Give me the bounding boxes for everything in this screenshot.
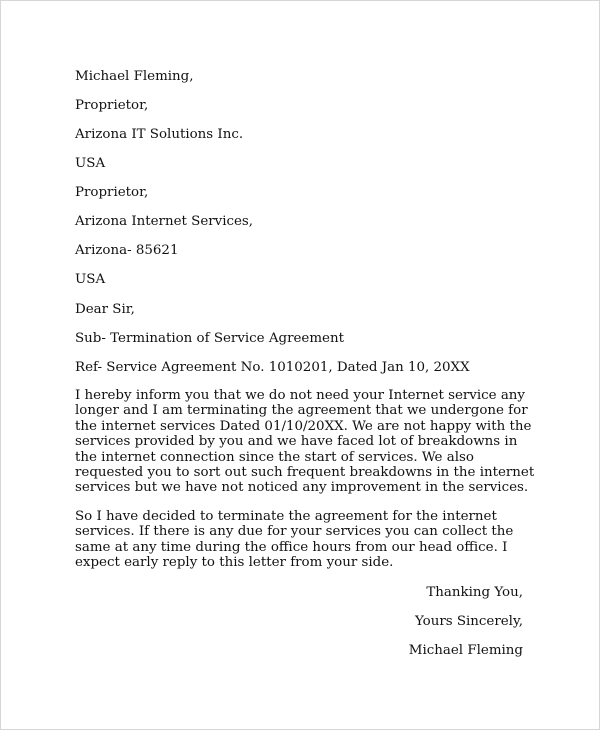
recipient-country: USA <box>75 156 106 171</box>
body-paragraph-2 <box>75 509 527 571</box>
paragraph-line: requested you to sort out such frequent breakdowns in the internet <box>75 465 535 481</box>
paragraph-line: longer and I am terminating the agreement that we undergone for <box>75 403 528 419</box>
paragraph-line: same at any time during the office hours from our head office. I <box>75 539 508 555</box>
paragraph-line: the internet services Dated 01/10/20XX. We are not happy with the <box>75 418 532 434</box>
paragraph-line: services but we have not noticed any improvement in the services. <box>75 480 529 496</box>
closing-thanks: Thanking You, <box>426 585 523 600</box>
recipient-title: Proprietor, <box>75 98 149 113</box>
sender-title: Proprietor, <box>75 185 149 200</box>
paragraph-line: expect early reply to this letter from your side. <box>75 555 394 571</box>
sender-address: Arizona- 85621 <box>75 243 179 258</box>
paragraph-line: I hereby inform you that we do not need your Internet service any <box>75 388 525 403</box>
signature-name: Michael Fleming <box>408 643 523 658</box>
body-paragraph-1 <box>75 388 535 496</box>
salutation: Dear Sir, <box>75 302 135 317</box>
sender-country: USA <box>75 272 106 287</box>
recipient-company: Arizona IT Solutions Inc. <box>75 127 244 142</box>
paragraph-line: services provided by you and we have faced lot of breakdowns in <box>75 434 518 450</box>
sender-company: Arizona Internet Services, <box>75 214 254 229</box>
closing-sincerely: Yours Sincerely, <box>414 614 523 629</box>
paragraph-line: So I have decided to terminate the agreement for the internet <box>75 509 497 524</box>
reference-line: Ref- Service Agreement No. 1010201, Dated Jan 10, 20XX <box>75 360 470 375</box>
paragraph-line: services. If there is any due for your services you can collect the <box>75 524 514 540</box>
paragraph-line: the internet connection since the start of services. We also <box>75 449 474 465</box>
recipient-name: Michael Fleming, <box>75 69 194 84</box>
subject-line: Sub- Termination of Service Agreement <box>75 331 344 346</box>
